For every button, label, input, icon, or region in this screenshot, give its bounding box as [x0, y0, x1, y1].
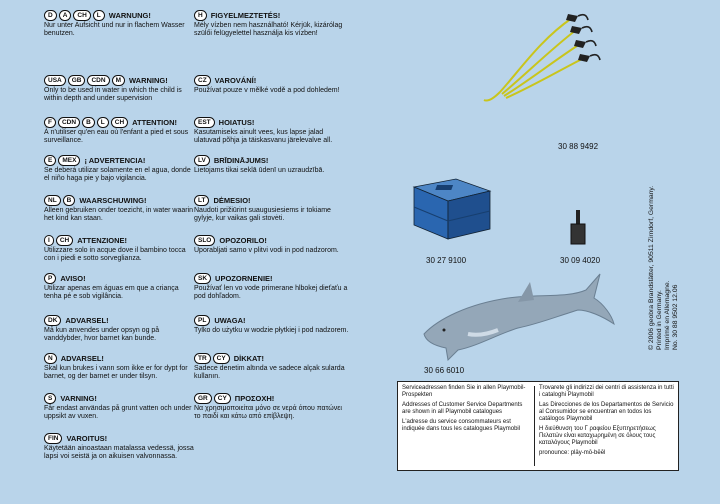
country-badge: CY — [214, 393, 231, 404]
warning-title: WAARSCHUWING! — [79, 195, 147, 205]
case-illustration — [400, 177, 496, 249]
imprint-imprime: Imprimé en Allemagne. — [664, 280, 671, 350]
service-text-it: Trovarete gli indirizzi dei centri di assistenza in tutti i cataloghi Playmobil — [539, 385, 674, 398]
warning-header — [194, 315, 350, 326]
warning-text: Skal kun brukes i vann som ikke er for dypt for barnet, og der barnet er under tilsyn. — [44, 365, 188, 380]
warning-text: Nur unter Aufsicht und nur in flachem Wasser benutzen. — [44, 22, 185, 37]
country-badge: CH — [73, 10, 90, 21]
service-text-de: Serviceadressen finden Sie in allen Playmobil-Prospekten — [402, 385, 526, 398]
warning-text: Používat pouze v mělké vodě a pod dohledem! — [194, 87, 340, 94]
country-badge: GB — [68, 75, 86, 86]
weight-part-number: 30 09 4020 — [560, 256, 601, 265]
warning-text: Naudoti prižiūrint suaugusiesiems ir tokiame gylyje, kur vaikas gali stovėti. — [194, 207, 331, 222]
warning-block — [44, 75, 194, 103]
warning-block — [44, 315, 194, 343]
warning-header — [44, 75, 194, 86]
country-badge: GR — [194, 393, 212, 404]
warning-text: Lietojams tikai seklā ūdenī un uzraudzībā. — [194, 167, 325, 174]
warning-header — [44, 273, 194, 284]
warning-header — [44, 155, 194, 166]
service-address-box — [397, 381, 679, 471]
country-badge: MEX — [58, 155, 80, 166]
country-badge: FIN — [44, 433, 62, 444]
warning-title: ΠΡΟΣΟΧΗ! — [234, 393, 275, 403]
warning-title: DĖMESIO! — [213, 195, 251, 205]
warning-text: Mély vízben nem használható! Kérjük, kizárólag szülői felügyelettel használja kis vízben! — [194, 22, 343, 37]
warning-title: ATTENZIONE! — [77, 235, 128, 245]
warning-header — [44, 393, 194, 404]
warning-title: WARNING! — [129, 75, 168, 85]
warning-title: UPOZORNENIE! — [215, 273, 273, 283]
warning-block — [194, 353, 350, 381]
warning-header — [44, 433, 194, 444]
warning-block — [194, 10, 350, 38]
service-right-column — [539, 385, 675, 460]
service-text-fr: L'adresse du service consommateurs est indiquée dans tous les catalogues Playmobil — [402, 419, 521, 432]
weight-illustration — [568, 210, 588, 250]
warning-block — [44, 393, 194, 421]
warning-text: Tylko do użytku w wodzie płytkiej i pod nadzorem. — [194, 327, 349, 334]
warning-title: ADVARSEL! — [65, 315, 109, 325]
warning-title: HOIATUS! — [218, 117, 255, 127]
service-text-gr: Η διεύθυνση του Γ ραφείου Εξυπηρετήσεως Πελατών είναι καταχωρημένη σε όλους τους καταλόγους Playmobil — [539, 426, 656, 446]
warning-block — [194, 195, 350, 223]
dolphin-illustration — [418, 264, 618, 364]
warning-block — [44, 10, 194, 38]
country-badge: D — [44, 10, 57, 21]
dolphin-part-number: 30 66 6010 — [424, 366, 465, 375]
warning-title: VARNING! — [60, 393, 97, 403]
warning-title: VAROITUS! — [66, 433, 108, 443]
warning-text: Utilizzare solo in acque dove il bambino tocca con i piedi e sotto sorveglianza. — [44, 247, 186, 262]
warning-title: WARNUNG! — [108, 10, 151, 20]
warning-text: Να χρησιμοποιείται μόνο σε νερά όπου πατώνει το παιδί και κάτω από επίβλεψη. — [194, 405, 342, 420]
country-badge: TR — [194, 353, 211, 364]
warning-header — [194, 75, 350, 86]
warning-header — [194, 235, 350, 246]
country-badge: M — [112, 75, 125, 86]
warning-title: OPOZORILO! — [219, 235, 267, 245]
warning-header — [44, 117, 194, 128]
country-badge: CDN — [58, 117, 80, 128]
country-badge: B — [63, 195, 76, 206]
warning-title: BRĪDINĀJUMS! — [213, 155, 269, 165]
warning-block — [44, 273, 194, 301]
warning-text: Utilizar apenas em águas em que a criança tenha pé e sob vigilância. — [44, 285, 179, 300]
warning-title: VAROVÁNÍ! — [214, 75, 257, 85]
warning-title: ¡ ADVERTENCIA! — [84, 155, 146, 165]
warning-title: DİKKAT! — [233, 353, 264, 363]
warning-text: Käytetään ainoastaan matalassa vedessä, jossa lapsi voi seistä ja on aikuisen valvonnassa. — [44, 445, 194, 460]
country-badge: USA — [44, 75, 66, 86]
warning-header — [194, 155, 350, 166]
warning-header — [194, 353, 350, 364]
warning-header — [44, 10, 194, 21]
warning-header — [44, 195, 194, 206]
country-badge: E — [44, 155, 56, 166]
warning-block — [194, 117, 350, 145]
warning-text: Se deberá utilizar solamente en el agua, donde el niño haga pie y bajo vigilancia. — [44, 167, 191, 182]
country-badge: DK — [44, 315, 61, 326]
warning-header — [194, 195, 350, 206]
warning-title: FIGYELMEZTETÉS! — [210, 10, 281, 20]
country-badge: F — [44, 117, 56, 128]
warning-header — [194, 117, 350, 128]
warning-block — [194, 315, 350, 335]
warning-header — [44, 353, 194, 364]
warning-header — [44, 315, 194, 326]
country-badge: CY — [213, 353, 230, 364]
service-divider — [534, 386, 535, 466]
country-badge: CH — [56, 235, 73, 246]
country-badge: SLO — [194, 235, 215, 246]
country-badge: NL — [44, 195, 61, 206]
warning-block — [44, 117, 194, 145]
warning-block — [44, 235, 194, 263]
warning-block — [44, 353, 194, 381]
warning-title: AVISO! — [60, 273, 86, 283]
country-badge: H — [194, 10, 207, 21]
country-badge: A — [59, 10, 72, 21]
imprint-printed: Printed in Germany. — [656, 290, 663, 350]
imprint-number: No. 30 88 9502 12.06 — [672, 284, 679, 350]
imprint-block — [648, 160, 679, 350]
warning-header — [194, 273, 350, 284]
warning-title: ATTENTION! — [132, 117, 178, 127]
warning-header — [44, 235, 194, 246]
rope-part-number: 30 88 9492 — [558, 142, 599, 151]
country-badge: SK — [194, 273, 211, 284]
warning-text: Kasutamiseks ainult vees, kus lapse jalad ulatuvad põhja ja täiskasvanu järelevalve all. — [194, 129, 333, 144]
warning-title: ADVARSEL! — [60, 353, 104, 363]
warning-block — [194, 155, 350, 175]
warning-block — [194, 235, 350, 255]
warning-header — [194, 10, 350, 21]
service-left-column — [402, 385, 528, 436]
country-badge: L — [97, 117, 109, 128]
country-badge: S — [44, 393, 56, 404]
country-badge: I — [44, 235, 54, 246]
warning-title: UWAGA! — [214, 315, 246, 325]
warning-block — [194, 393, 350, 421]
warning-text: Používať len vo vode primerane hlbokej dieťaťu a pod dohľadom. — [194, 285, 348, 300]
country-badge: L — [93, 10, 105, 21]
country-badge: LT — [194, 195, 209, 206]
country-badge: PL — [194, 315, 210, 326]
warning-block — [194, 75, 350, 95]
warning-text: Uporabljati samo v plitvi vodi in pod nadzorom. — [194, 247, 339, 254]
service-pronounce: pronounce: pläy-mō-bēēl — [539, 450, 606, 456]
country-badge: CDN — [87, 75, 109, 86]
country-badge: B — [82, 117, 95, 128]
warning-text: Only to be used in water in which the child is within depth and under supervision — [44, 87, 182, 102]
country-badge: P — [44, 273, 56, 284]
country-badge: CZ — [194, 75, 211, 86]
warning-text: Alleen gebruiken onder toezicht, in water waarin het kind kan staan. — [44, 207, 194, 222]
warning-text: À n'utiliser qu'en eau où l'enfant a pied et sous surveillance. — [44, 129, 189, 144]
warning-block — [194, 273, 350, 301]
service-text-es: Las Direcciones de los Departamentos de Servicio al Consumidor se encuentran en todos los catálogos Playmobil — [539, 402, 674, 422]
imprint-copyright: © 2006 geobra Brandstätter, 90511 Zirndorf, Germany. — [648, 185, 655, 350]
country-badge: EST — [194, 117, 215, 128]
warning-text: Får endast användas på grunt vatten och under uppsikt av vuxen. — [44, 405, 192, 420]
country-badge: N — [44, 353, 57, 364]
country-badge: LV — [194, 155, 210, 166]
case-part-number: 30 27 9100 — [426, 256, 467, 265]
warning-text: Sadece denetim altında ve sadece alçak sularda kullanın. — [194, 365, 345, 380]
warning-text: Må kun anvendes under opsyn og på vanddybder, hvor barnet kan bunde. — [44, 327, 160, 342]
warning-block — [44, 155, 194, 183]
country-badge: CH — [111, 117, 128, 128]
warning-block — [44, 195, 194, 223]
rope-set-illustration — [480, 10, 620, 110]
service-text-en: Addresses of Customer Service Departments are shown in all Playmobil catalogues — [402, 402, 523, 415]
warning-header — [194, 393, 350, 404]
warning-block — [44, 433, 194, 461]
